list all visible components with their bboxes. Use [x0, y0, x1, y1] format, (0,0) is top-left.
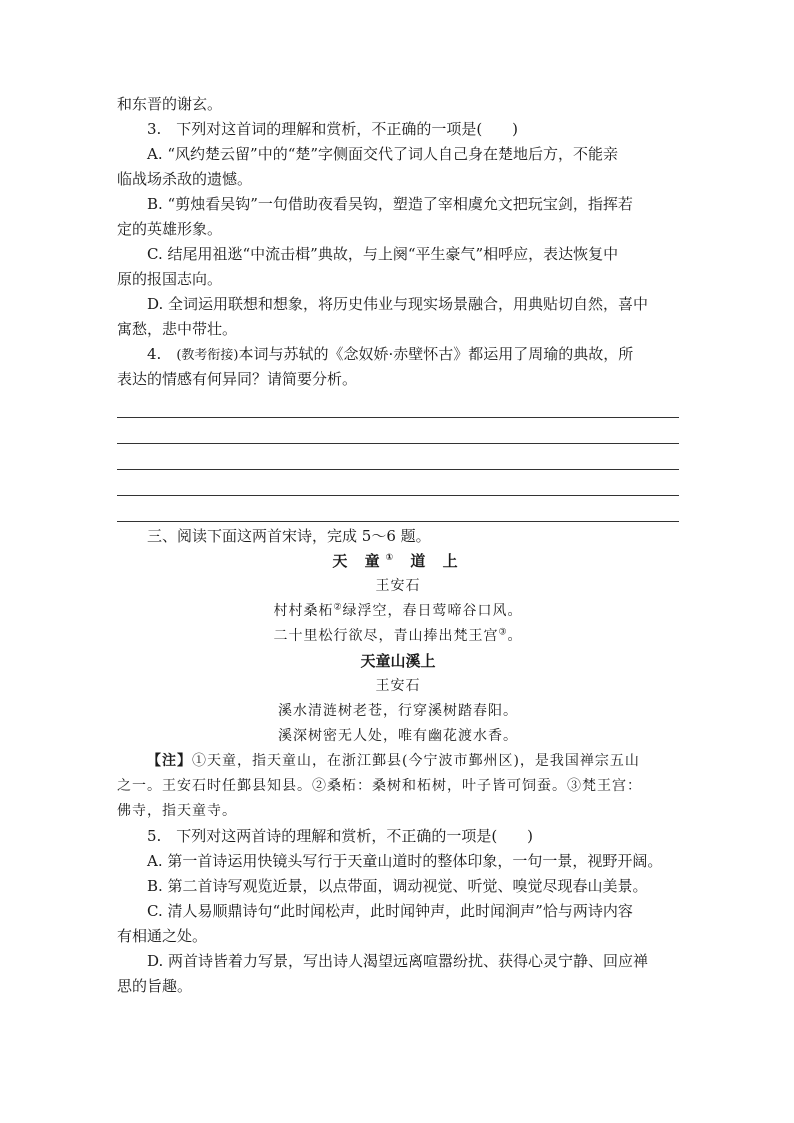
- question-5-option-b: B. 第二首诗写观览近景，以点带面，调动视觉、听觉、嗅觉尽现春山美景。: [147, 877, 648, 895]
- poem-2-line-1: 溪水清涟树老苍，行穿溪树踏春阳。: [278, 703, 518, 719]
- note-line-1: [117, 749, 679, 774]
- question-4-text: 本词与苏轼的《念奴娇·赤壁怀古》都运用了周瑜的典故，所: [238, 345, 634, 363]
- question-4-stem: [117, 342, 679, 367]
- answer-line[interactable]: [117, 444, 679, 470]
- note-line-2: 之一。王安石时任鄞县知县。②桑柘：桑树和柘树，叶子皆可饲蚕。③梵王宫：: [117, 778, 642, 794]
- answer-area[interactable]: [117, 392, 679, 522]
- question-5-option-d-cont: 思的旨趣。: [117, 977, 193, 995]
- answer-line[interactable]: [117, 418, 679, 444]
- note-line-3: 佛寺，指天童寺。: [117, 803, 237, 819]
- question-3-stem: 3. 下列对这首词的理解和赏析，不正确的一项是( ): [147, 120, 519, 138]
- poem-1-line-1: [117, 599, 679, 624]
- question-3-option-a: A. “风约楚云留”中的“楚”字侧面交代了词人自己身在楚地后方，不能亲: [147, 145, 619, 163]
- question-3-option-a-cont: 临战场杀敌的遗憾。: [117, 170, 253, 188]
- poem-2-author: 王安石: [375, 678, 421, 694]
- poem-text: 绿浮空，春日莺啼谷口风。: [342, 603, 523, 619]
- question-5-option-d: D. 两首诗皆着力写景，写出诗人渴望远离喧嚣纷扰、获得心灵宁静、回应禅: [147, 952, 649, 970]
- question-3-option-d-cont: 寓愁，悲中带壮。: [117, 320, 238, 338]
- poem-1-line-2: [117, 624, 679, 649]
- poem-text: 。: [507, 628, 523, 644]
- poem-1-title-text: 道 上: [399, 552, 464, 570]
- question-4-stem-cont: 表达的情感有何异同？请简要分析。: [117, 370, 358, 388]
- question-3-option-d: D. 全词运用联想和想象，将历史伟业与现实场景融合，用典贴切自然，喜中: [147, 295, 649, 313]
- question-4-number: 4.: [147, 345, 177, 363]
- footnote-marker: ①: [385, 553, 400, 563]
- question-5-stem: 5. 下列对这两首诗的理解和赏析，不正确的一项是( ): [147, 827, 534, 845]
- answer-line[interactable]: [117, 470, 679, 496]
- section-3-heading: 三、阅读下面这两首宋诗，完成 5～6 题。: [147, 527, 431, 545]
- poem-1-title-text: 天 童: [332, 552, 386, 570]
- footnote-marker: ③: [498, 627, 508, 638]
- document-page: [117, 92, 679, 999]
- poem-1-title: [117, 549, 679, 574]
- question-4-tag: (教考衔接): [176, 348, 239, 363]
- poem-2-title: 天童山溪上: [360, 652, 436, 670]
- question-3-option-b: B. “剪烛看吴钩”一句借助夜看吴钩，塑造了宰相虞允文把玩宝剑，指挥若: [147, 195, 633, 213]
- question-5-option-c-cont: 有相通之处。: [117, 927, 208, 945]
- poem-text: 二十里松行欲尽，青山捧出梵王宫: [273, 628, 499, 644]
- question-3-option-b-cont: 定的英雄形象。: [117, 220, 223, 238]
- poem-1-author: 王安石: [375, 578, 421, 594]
- answer-line[interactable]: [117, 392, 679, 418]
- footnote-marker: ②: [333, 602, 343, 613]
- poem-text: 村村桑柘: [273, 603, 334, 619]
- answer-line[interactable]: [117, 496, 679, 522]
- note-label: 【注】: [147, 753, 192, 769]
- question-3-option-c: C. 结尾用祖逖“中流击楫”典故，与上阕“平生豪气”相呼应，表达恢复中: [147, 245, 619, 263]
- text-line: 和东晋的谢玄。: [117, 95, 223, 113]
- question-5-option-a: A. 第一首诗运用快镜头写行于天童山道时的整体印象，一句一景，视野开阔。: [147, 852, 663, 870]
- question-3-option-c-cont: 原的报国志向。: [117, 270, 223, 288]
- note-text: ①天童，指天童山，在浙江鄞县(今宁波市鄞州区)，是我国禅宗五山: [192, 753, 640, 769]
- question-5-option-c: C. 清人易顺鼎诗句“此时闻松声，此时闻钟声，此时闻涧声”恰与两诗内容: [147, 902, 633, 920]
- poem-2-line-2: 溪深树密无人处，唯有幽花渡水香。: [278, 728, 518, 744]
